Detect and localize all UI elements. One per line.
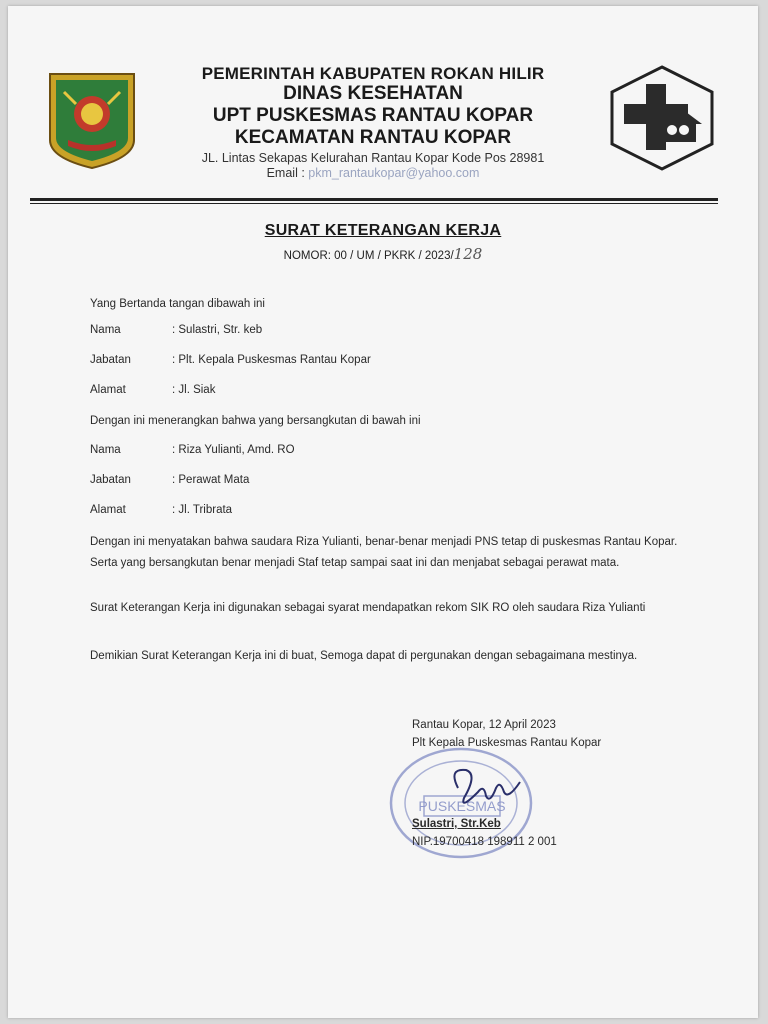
letter-number-prefix: NOMOR: 00 / UM / PKRK / 2023/ [283,250,454,262]
letterhead-email [148,166,598,181]
letter-page [8,6,758,1018]
stamp-text: PUSKESMAS [418,798,506,814]
field-label: Jabatan [90,474,131,486]
letterhead-address: JL. Lintas Sekapas Kelurahan Rantau Kopar Kode Pos 28981 [201,151,545,165]
field-label: Jabatan [90,354,131,366]
signer-address-row [90,384,215,396]
signer-name-row [90,324,262,336]
email-label: Email : [266,166,305,180]
subject-position-row [90,474,249,486]
subject-address-row [90,504,232,516]
statement-text: Dengan ini menerangkan bahwa yang bersangkutan di bawah ini [90,415,421,427]
field-label: Alamat [90,384,126,396]
signer-name: Sulastri, Str.Keb [412,818,501,830]
paragraph-closing: Demikian Surat Keterangan Kerja ini di buat, Semoga dapat di pergunakan dengan sebagaimana mestinya. [90,650,638,662]
header-divider-thin [30,203,718,204]
paragraph-purpose: Surat Keterangan Kerja ini digunakan sebagai syarat mendapatkan rekom SIK RO oleh saudara Riza Yulianti [90,602,646,614]
intro-text: Yang Bertanda tangan dibawah ini [90,298,265,310]
field-value: : Plt. Kepala Puskesmas Rantau Kopar [172,354,371,366]
header-divider-thick [30,198,718,201]
field-label: Nama [90,324,121,336]
field-value: : Perawat Mata [172,474,250,486]
signer-position-row [90,354,371,366]
field-value: : Jl. Siak [172,384,216,396]
regency-emblem-icon [46,70,138,170]
letter-title: SURAT KETERANGAN KERJA [264,222,502,239]
subject-name-row [90,444,295,456]
signer-nip: NIP.19700418 198911 2 001 [412,836,557,848]
letterhead-government: PEMERINTAH KABUPATEN ROKAN HILIR [201,64,545,83]
signature-place-date: Rantau Kopar, 12 April 2023 [412,719,556,731]
letterhead-department: DINAS KESEHATAN [283,83,463,104]
field-value: : Riza Yulianti, Amd. RO [172,444,295,456]
letterhead [148,64,598,181]
signature-position: Plt Kepala Puskesmas Rantau Kopar [412,737,602,749]
field-label: Alamat [90,504,126,516]
puskesmas-logo-icon [606,64,718,172]
letterhead-district: KECAMATAN RANTAU KOPAR [234,127,512,148]
email-value: pkm_rantaukopar@yahoo.com [308,166,480,180]
letter-number [8,245,758,263]
field-value: : Jl. Tribrata [172,504,233,516]
letterhead-unit: UPT PUSKESMAS RANTAU KOPAR [212,105,534,126]
field-label: Nama [90,444,121,456]
handwritten-signature-icon [438,758,528,818]
paragraph-statement: Dengan ini menyatakan bahwa saudara Riza Yulianti, benar-benar menjadi PNS tetap di puskesmas Rantau Kopar. Serta yang bersangkutan benar menjadi Staf tetap sampai saat ini dan menjabat sebagai perawat mata. [90,536,678,569]
letter-number-handwritten: 128 [453,245,483,263]
field-value: : Sulastri, Str. keb [172,324,263,336]
